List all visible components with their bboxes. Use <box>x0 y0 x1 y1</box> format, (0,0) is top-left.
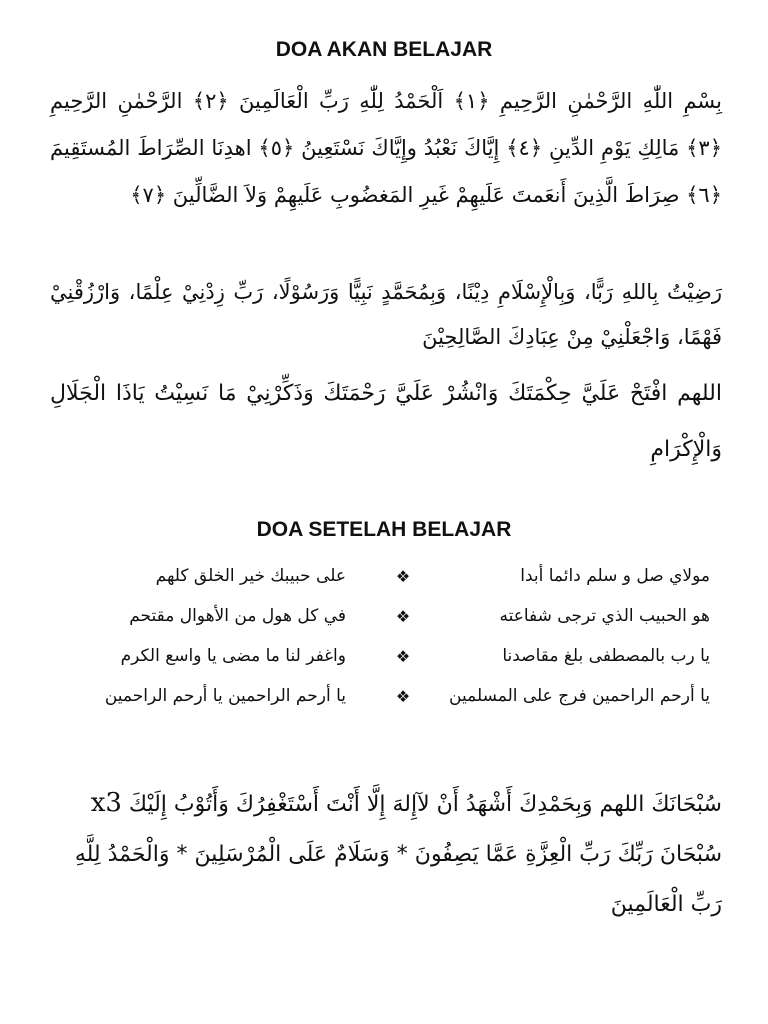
verse-second-half: يا أرحم الراحمين يا أرحم الراحمين <box>104 686 346 706</box>
diamond-bullet-icon: ❖ <box>395 566 411 586</box>
verse-row <box>50 636 722 676</box>
verse-second-half: واغفر لنا ما مضى يا واسع الكرم <box>120 646 346 666</box>
verse-first-half: يا رب بالمصطفى بلغ مقاصدنا <box>502 646 710 666</box>
subhanaka-text: سُبْحَانَكَ اللهم وَبِحَمْدِكَ أَشْهَدُ أَنْ لآإِلهَ إِلَّا أَنْتَ أَسْتَغْفِرُكَ وَأَتُوْبُ إِلَيْكَ <box>128 792 722 817</box>
verse-row <box>50 596 722 636</box>
verse-row <box>50 556 722 596</box>
diamond-bullet-icon: ❖ <box>395 686 411 706</box>
subhanaka-line <box>50 778 722 830</box>
al-fatiha-text: بِسْمِ اللّٰهِ الرَّحْمٰنِ الرَّحِيمِ ﴿١﴾ اَلْحَمْدُ لِلّٰهِ رَبِّ الْعَالَمِينَ ﴿٢﴾ الرَّحْمٰنِ الرَّحِيمِ ﴿٣﴾ مَالِكِ يَوْمِ الدِّينِ ﴿٤﴾ إِيَّاكَ نَعْبُدُ وإِيَّاكَ نَسْتَعِينُ ﴿٥﴾ اهدِنَا الصِّرَاطَ المُستَقِيمَ ﴿٦﴾ صِرَاطَ الَّذِينَ أَنعَمتَ عَلَيهِمْ غَيرِ المَغضُوبِ عَلَيهِمْ وَلاَ الضَّالِّينَ ﴿٧﴾ <box>50 89 722 207</box>
verse-first-half: مولاي صل و سلم دائما أبدا <box>520 566 710 586</box>
verse-row <box>50 676 722 716</box>
heading-doa-setelah-belajar: DOA SETELAH BELAJAR <box>256 518 512 541</box>
diamond-bullet-icon: ❖ <box>395 646 411 666</box>
verse-first-half: يا أرحم الراحمين فرج على المسلمين <box>449 686 710 706</box>
verse-second-half: في كل هول من الأهوال مقتحم <box>129 606 346 626</box>
closing-prayers <box>50 778 722 930</box>
verse-first-half: هو الحبيب الذي ترجى شفاعته <box>499 606 710 626</box>
heading-doa-akan-belajar: DOA AKAN BELAJAR <box>275 38 493 61</box>
subhana-rabbika-text: سُبْحَانَ رَبِّكَ رَبِّ الْعِزَّةِ عَمَّا يَصِفُونَ * وَسَلَامٌ عَلَى الْمُرْسَلِينَ * وَالْحَمْدُ لِلَّهِ رَبِّ الْعَالَمِينَ <box>74 842 722 917</box>
allahumma-iftah-text: اللهم افْتَحْ عَلَيَّ حِكْمَتَكَ وَانْشُرْ عَلَيَّ رَحْمَتَكَ وَذَكِّرْنِيْ مَا نَسِيْتُ يَاذَا الْجَلَالِ وَالْإِكْرَامِ <box>50 381 722 462</box>
radhitu-text: رَضِيْتُ بِاللهِ رَبًّا، وَبِالْإِسْلَامِ دِيْنًا، وَبِمُحَمَّدٍ نَبِيًّا وَرَسُوْلًا، رَبِّ زِدْنِيْ عِلْمًا، وَارْزُقْنِيْ فَهْمًا، وَاجْعَلْنِيْ مِنْ عِبَادِكَ الصَّالِحِيْنَ <box>50 280 722 349</box>
diamond-bullet-icon: ❖ <box>395 606 411 626</box>
repeat-count: x3 <box>90 788 122 818</box>
verse-second-half: على حبيبك خير الخلق كلهم <box>155 566 346 586</box>
verse-list <box>50 556 722 716</box>
